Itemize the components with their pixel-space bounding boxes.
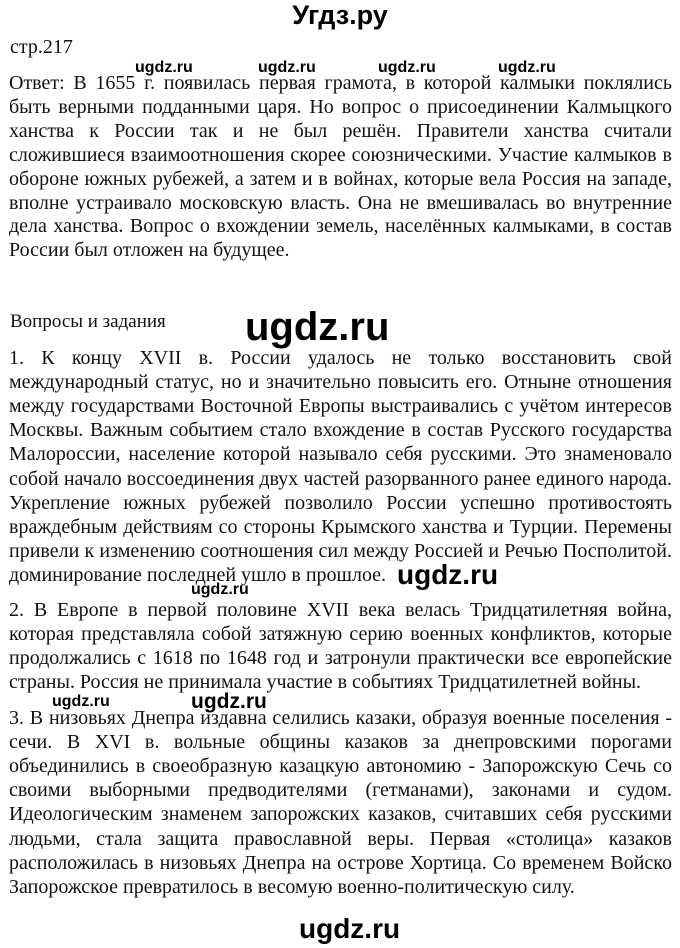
text-line: 1. К концу XVII в. России удалось не только восстановить свой <box>9 347 672 369</box>
watermark: ugdz.ru <box>191 690 267 713</box>
text-line: собой начало воссоединения двух частей разорванного ранее единого народа. <box>9 467 672 490</box>
text-line: Москвы. Важным событием стало вхождение в состав Русского государства <box>9 419 672 442</box>
watermark: ugdz.ru <box>52 693 110 710</box>
text-line: Идеологическим знаменем запорожских казаков, считавших себя русскими <box>9 803 672 826</box>
watermark: ugdz.ru <box>397 559 499 590</box>
watermark: ugdz.ru <box>498 59 556 76</box>
text-line: ханства к России так и не был решён. Правители ханства считали <box>9 119 672 142</box>
watermark: ugdz.ru <box>245 305 390 349</box>
text-line: сечи. В XVI в. вольные общины казаков за днепровскими порогами <box>9 731 672 754</box>
watermark: ugdz.ru <box>258 59 316 76</box>
site-title: Угдз.ру <box>292 0 388 30</box>
text-line: людьми, стала защита православной веры. Первая «столица» казаков <box>9 827 672 850</box>
page-reference: стр.217 <box>10 36 73 58</box>
text-line: продолжались с 1618 по 1648 год и затронули практически все европейские <box>9 647 672 670</box>
text-line: враждебным действиям со стороны Крымского ханства и Турции. Перемены <box>9 515 672 538</box>
text-line: Запорожское превратилось в весомую военно-политическую силу. <box>9 875 575 898</box>
watermark: ugdz.ru <box>191 581 249 598</box>
text-line: 3. В низовьях Днепра издавна селились казаки, образуя военные поселения - <box>9 707 672 729</box>
text-line: Малороссии, население которой называло себя русскими. Это знаменовало <box>9 443 672 466</box>
text-line: между государствами Восточной Европы выстраивались с учётом интересов <box>9 395 672 418</box>
watermark: ugdz.ru <box>378 59 436 76</box>
text-line: России был отложен на будущее. <box>9 239 290 262</box>
text-line: дела ханства. Вопрос о вхождении земель, населённых калмыками, в состав <box>9 215 672 238</box>
text-line: сложившиеся взаимоотношения скорее союзническими. Участие калмыков в <box>9 143 672 166</box>
section-heading: Вопросы и задания <box>10 311 166 332</box>
text-line: доминирование последней ушло в прошлое. <box>9 563 387 586</box>
text-line: вполне устраивало московскую власть. Она не вмешивалась во внутренние <box>9 191 672 214</box>
text-line: Ответ: В 1655 г. появилась первая грамота, в которой калмыки поклялись <box>9 72 672 94</box>
text-line: обороне южных рубежей, а затем и в войнах, которые вела Россия на западе, <box>9 167 672 190</box>
text-line: 2. В Европе в первой половине XVII века велась Тридцатилетняя война, <box>9 599 672 621</box>
text-line: Укрепление южных рубежей позволило России успешно противостоять <box>9 491 672 514</box>
text-line: расположилась в низовьях Днепра на острове Хортица. Со временем Войско <box>9 851 672 874</box>
text-line: объединились в своеобразную казацкую автономию - Запорожскую Сечь со <box>9 755 672 778</box>
text-line: своими выборными предводителями (гетманами), законами и судом. <box>9 779 672 802</box>
text-line: быть верными подданными царя. Но вопрос о присоединении Калмыцкого <box>9 95 672 118</box>
text-line: международный статус, но и значительно повысить его. Отныне отношения <box>9 371 672 394</box>
watermark: ugdz.ru <box>299 913 401 944</box>
text-line: привели к изменению соотношения сил между Россией и Речью Посполитой. <box>9 539 672 562</box>
text-line: страны. Россия не принимала участие в событиях Тридцатилетней войны. <box>9 671 642 694</box>
watermark: ugdz.ru <box>135 59 193 76</box>
text-line: которая представляла собой затяжную серию военных конфликтов, которые <box>9 623 672 646</box>
